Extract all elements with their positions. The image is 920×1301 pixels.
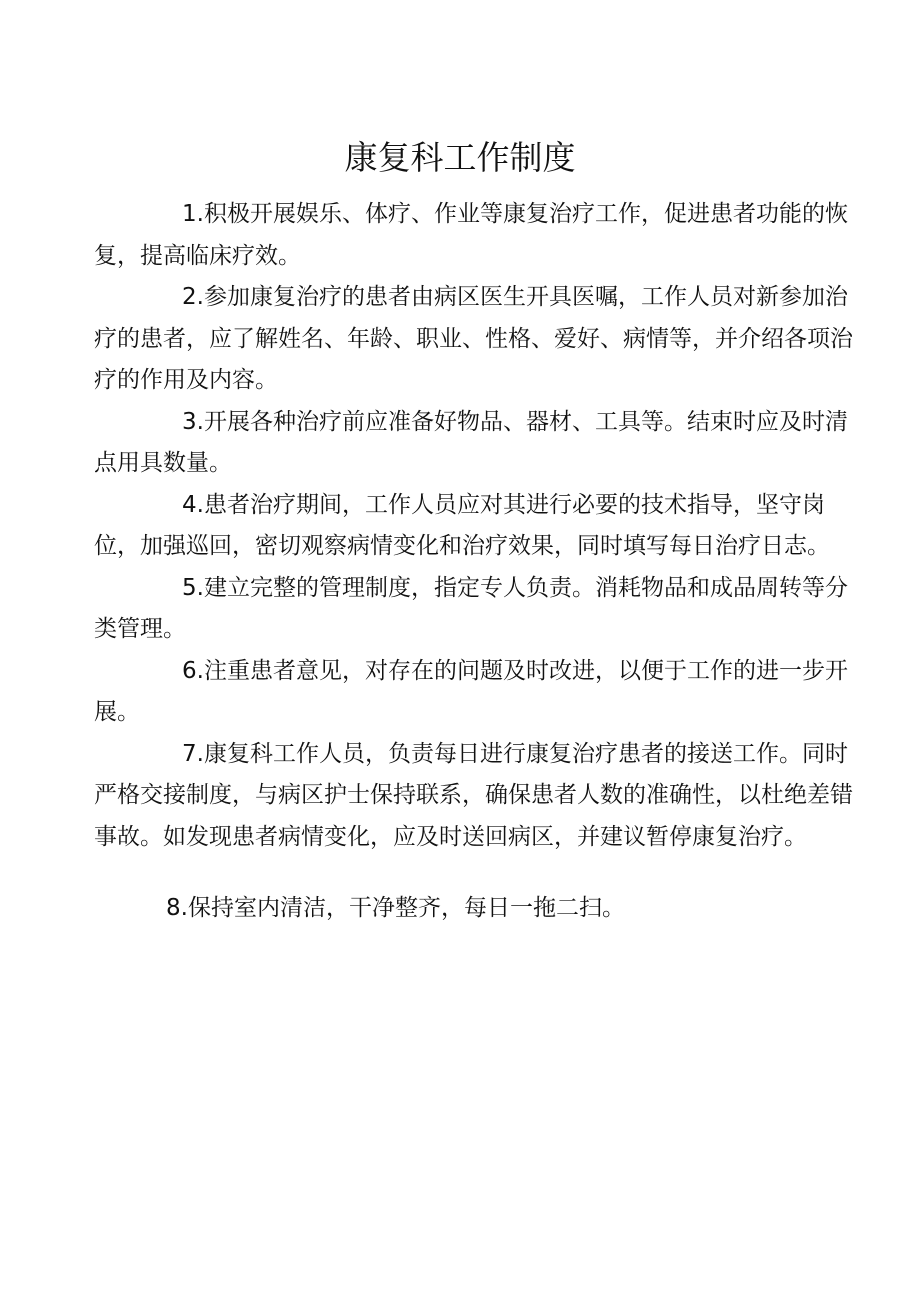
rule-number: 6 [182, 657, 197, 684]
rule-item-7 [94, 734, 854, 859]
rule-text: .参加康复治疗的患者由病区医生开具医嘱，工作人员对新参加治疗的患者，应了解姓名、年龄、职业、性格、爱好、病情等，并介绍各项治疗的作用及内容。 [94, 284, 853, 393]
document-title: 康复科工作制度 [344, 138, 576, 177]
rule-text: .患者治疗期间，工作人员应对其进行必要的技术指导，坚守岗位，加强巡回，密切观察病情变化和治疗效果，同时填写每日治疗日志。 [94, 491, 830, 559]
rule-item-8 [94, 888, 854, 930]
rule-number: 7 [182, 740, 197, 767]
rule-item-1 [94, 194, 854, 277]
rule-text: .康复科工作人员，负责每日进行康复治疗患者的接送工作。同时严格交接制度，与病区护士保持联系，确保患者人数的准确性，以杜绝差错事故。如发现患者病情变化，应及时送回病区，并建议暂停康复治疗。 [94, 740, 853, 850]
rule-item-2 [94, 277, 854, 402]
rule-text: .注重患者意见，对存在的问题及时改进，以便于工作的进一步开展。 [94, 657, 848, 725]
rule-number: 5 [182, 574, 197, 601]
rule-item-5 [94, 568, 854, 651]
rule-text: .开展各种治疗前应准备好物品、器材、工具等。结束时应及时清点用具数量。 [94, 408, 848, 476]
rule-item-4 [94, 485, 854, 568]
rule-item-3 [94, 402, 854, 485]
rule-text: .建立完整的管理制度，指定专人负责。消耗物品和成品周转等分类管理。 [94, 574, 848, 642]
rule-number: 8 [166, 895, 181, 921]
rule-item-6 [94, 651, 854, 734]
rule-text: .积极开展娱乐、体疗、作业等康复治疗工作，促进患者功能的恢复，提高临床疗效。 [94, 201, 848, 269]
rule-number: 3 [182, 408, 197, 435]
rule-number: 2 [182, 284, 197, 310]
rule-number: 1 [182, 201, 197, 227]
document-body [94, 194, 854, 930]
rule-number: 4 [182, 491, 197, 518]
rule-text: .保持室内清洁，干净整齐，每日一拖二扫。 [180, 895, 625, 921]
